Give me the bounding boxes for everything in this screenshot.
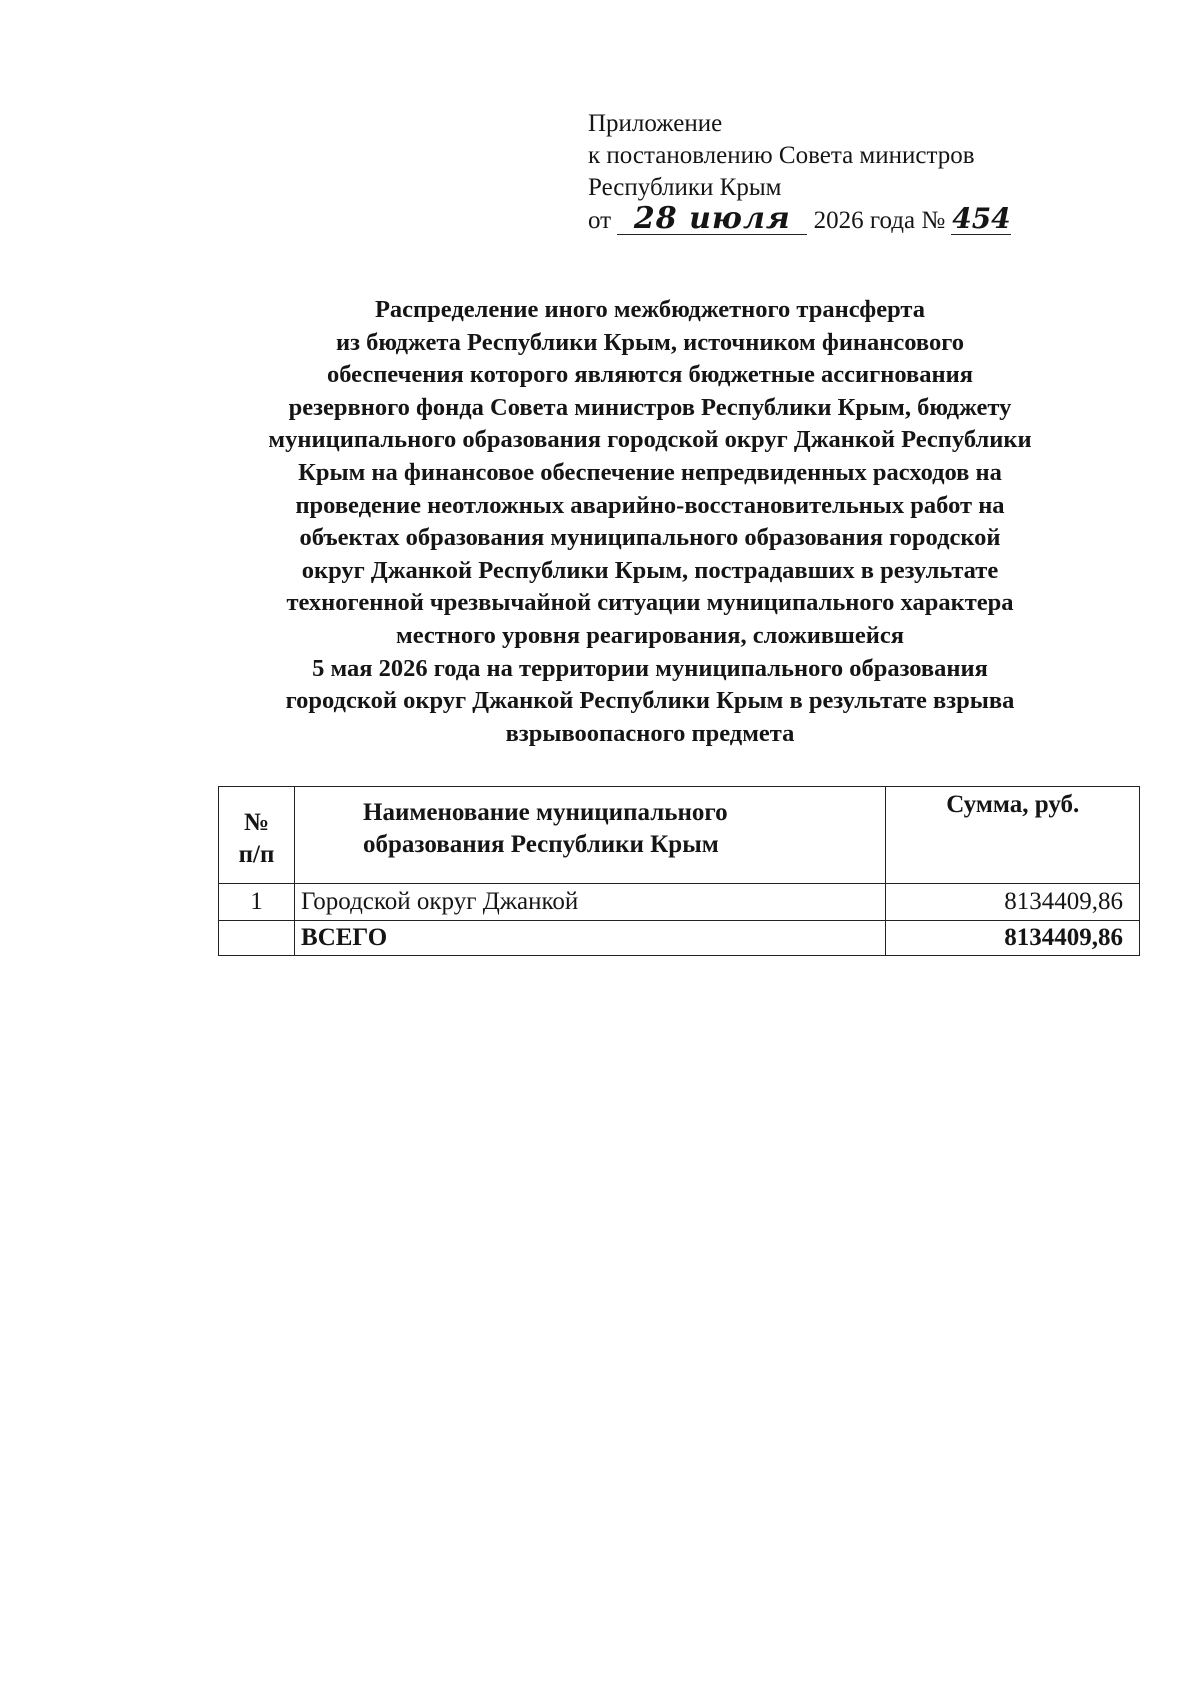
appendix-header <box>588 108 1108 237</box>
header-name: Наименование муниципального образования Республики Крым <box>295 787 886 884</box>
title-line: объектах образования муниципального образования городской <box>299 524 1001 552</box>
total-label: ВСЕГО <box>295 921 886 956</box>
table-header-row <box>219 787 1140 884</box>
header-number: № п/п <box>219 787 295 884</box>
title-line: округ Джанкой Республики Крым, пострадавших в результате <box>301 556 999 584</box>
title-line: Распределение иного межбюджетного трансферта <box>374 296 926 323</box>
title-line: местного уровня реагирования, сложившейся <box>396 621 904 649</box>
total-sum: 8134409,86 <box>886 921 1140 956</box>
title-line: резервного фонда Совета министров Республики Крым, бюджету <box>288 393 1012 421</box>
table-row <box>219 884 1140 921</box>
row-number: 1 <box>219 884 295 921</box>
row-name: Городской округ Джанкой <box>295 884 886 921</box>
title-line: 5 мая 2026 года на территории муниципального образования <box>312 654 988 682</box>
appendix-title: Приложение <box>588 110 723 137</box>
row-sum: 8134409,86 <box>886 884 1140 921</box>
handwritten-date: 28 июля <box>617 204 807 235</box>
handwritten-number: 454 <box>952 202 1011 235</box>
appendix-date-line <box>588 201 1108 237</box>
header-sum: Сумма, руб. <box>886 787 1140 884</box>
title-line: техногенной чрезвычайной ситуации муниципального характера <box>286 589 1014 617</box>
title-line: городской округ Джанкой Республики Крым в результате взрыва <box>285 687 1015 715</box>
title-line: взрывоопасного предмета <box>505 719 795 747</box>
title-line: проведение неотложных аварийно-восстановительных работ на <box>295 491 1005 519</box>
allocation-table <box>218 786 1140 956</box>
title-line: из бюджета Республики Крым, источником финансового <box>335 328 965 356</box>
appendix-decree-ref: к постановлению Совета министров <box>588 142 975 169</box>
title-line: муниципального образования городской округ Джанкой Республики <box>268 426 1032 454</box>
date-suffix: 2026 года № <box>813 207 946 234</box>
title-line: Крым на финансовое обеспечение непредвиденных расходов на <box>298 458 1002 486</box>
table-total-row <box>219 921 1140 956</box>
document-title <box>200 294 1100 750</box>
title-line: обеспечения которого являются бюджетные ассигнования <box>326 361 974 389</box>
total-empty-cell <box>219 921 295 956</box>
appendix-republic: Республики Крым <box>588 174 782 201</box>
date-prefix: от <box>588 207 612 234</box>
